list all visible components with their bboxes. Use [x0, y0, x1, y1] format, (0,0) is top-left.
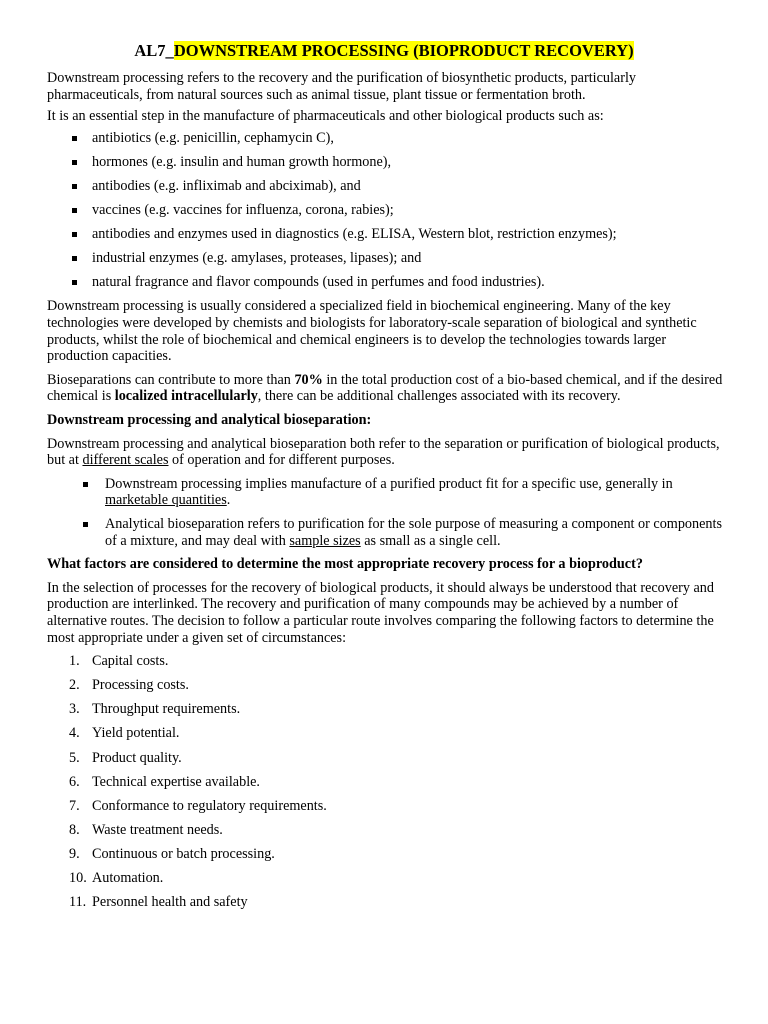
item-number: 1. [69, 653, 80, 670]
item-text: Processing costs. [92, 677, 189, 694]
list-item [47, 798, 729, 815]
cost-percentage: 70% [294, 371, 323, 388]
list-item: antibiotics (e.g. penicillin, cephamycin C), [47, 130, 729, 147]
list-item: industrial enzymes (e.g. amylases, proteases, lipases); and [47, 250, 729, 267]
list-item: antibodies (e.g. infliximab and abciximab), and [47, 178, 729, 195]
def-text-end: . [226, 492, 231, 509]
list-item [47, 516, 729, 549]
list-item [47, 750, 729, 767]
item-number: 7. [69, 797, 80, 814]
essential-step-paragraph: It is an essential step in the manufacture of pharmaceuticals and other biological products such as: [47, 108, 604, 125]
cost-text-1: Bioseparations can contribute to more than [47, 371, 295, 388]
def-text-end: as small as a single cell. [360, 532, 501, 549]
list-item [47, 677, 729, 694]
compare-underlined: different scales [82, 452, 169, 469]
selection-paragraph: In the selection of processes for the recovery of biological products, it should always be understood that recovery and production are interlinked. The recovery and purification of many compounds may be achieved by a number of alternative routes. The decision to follow a particular route involves comparing the following factors to determine the most appropriate under a given set of circumstances: [47, 579, 714, 646]
item-text: Technical expertise available. [92, 773, 260, 790]
item-number: 8. [69, 821, 80, 838]
def-text: Analytical bioseparation refers to purification for the sole purpose of measuring a component or components of a mixture, and may deal with [105, 515, 722, 549]
list-item [47, 774, 729, 791]
list-item: vaccines (e.g. vaccines for influenza, corona, rabies); [47, 202, 729, 219]
factors-list [47, 653, 729, 911]
list-item [47, 846, 729, 863]
def-text: Downstream processing implies manufacture of a purified product fit for a specific use, generally in [105, 475, 673, 492]
item-number: 3. [69, 701, 80, 718]
specialized-field-paragraph: Downstream processing is usually considered a specialized field in biochemical engineering. Many of the key technologies were developed by chemists and biologists for laboratory-scale separation of biological and synthetic products, whilst the role of biochemical and chemical engineers is to develop the technologies towards larger production capacities. [47, 298, 697, 365]
list-item [47, 476, 729, 509]
compare-paragraph [47, 436, 729, 469]
list-item: antibodies and enzymes used in diagnostics (e.g. ELISA, Western blot, restriction enzymes); [47, 226, 729, 243]
intro-paragraph: Downstream processing refers to the recovery and the purification of biosynthetic products, particularly pharmaceuticals, from natural sources such as animal tissue, plant tissue or fermentation broth. [47, 70, 636, 103]
item-text: Throughput requirements. [92, 701, 241, 718]
def-underlined: marketable quantities [105, 492, 227, 509]
list-item [47, 653, 729, 670]
list-item [47, 725, 729, 742]
item-text: Product quality. [92, 749, 182, 766]
list-item [47, 894, 729, 911]
item-text: Waste treatment needs. [92, 821, 223, 838]
item-number: 5. [69, 749, 80, 766]
products-list [47, 130, 729, 291]
item-text: Yield potential. [92, 725, 180, 742]
compare-text-1: Downstream processing and analytical bioseparation both refer to the separation or purification of biological products, but at [47, 435, 720, 469]
list-item [47, 822, 729, 839]
cost-paragraph [47, 372, 729, 405]
item-text: Capital costs. [92, 653, 169, 670]
list-item: natural fragrance and flavor compounds (used in perfumes and food industries). [47, 274, 729, 291]
item-text: Personnel health and safety [92, 894, 248, 911]
cost-text-3: , there can be additional challenges associated with its recovery. [257, 388, 621, 405]
title-highlighted: DOWNSTREAM PROCESSING (BIOPRODUCT RECOVERY) [173, 41, 634, 60]
item-number: 2. [69, 677, 80, 694]
item-number: 10. [69, 869, 87, 886]
document-body [47, 70, 729, 918]
def-underlined: sample sizes [289, 532, 361, 549]
section-heading-factors: What factors are considered to determine the most appropriate recovery process for a bioproduct? [47, 556, 643, 573]
item-text: Continuous or batch processing. [92, 845, 275, 862]
item-text: Conformance to regulatory requirements. [92, 797, 327, 814]
list-item: hormones (e.g. insulin and human growth hormone), [47, 154, 729, 171]
list-item [47, 701, 729, 718]
item-number: 11. [69, 894, 87, 911]
section-heading-analytical: Downstream processing and analytical bioseparation: [47, 412, 372, 428]
definitions-list [47, 476, 729, 549]
item-text: Automation. [92, 869, 164, 886]
cost-text-2: in the total production cost of a bio-based chemical, and if the desired chemical is [47, 371, 723, 405]
compare-text-2: of operation and for different purposes. [168, 452, 395, 469]
page-title [0, 40, 768, 62]
item-number: 9. [69, 845, 80, 862]
list-item [47, 870, 729, 887]
item-number: 6. [69, 773, 80, 790]
cost-intracellular: localized intracellularly [114, 388, 258, 405]
item-number: 4. [69, 725, 80, 742]
title-prefix: AL7_ [134, 41, 174, 60]
